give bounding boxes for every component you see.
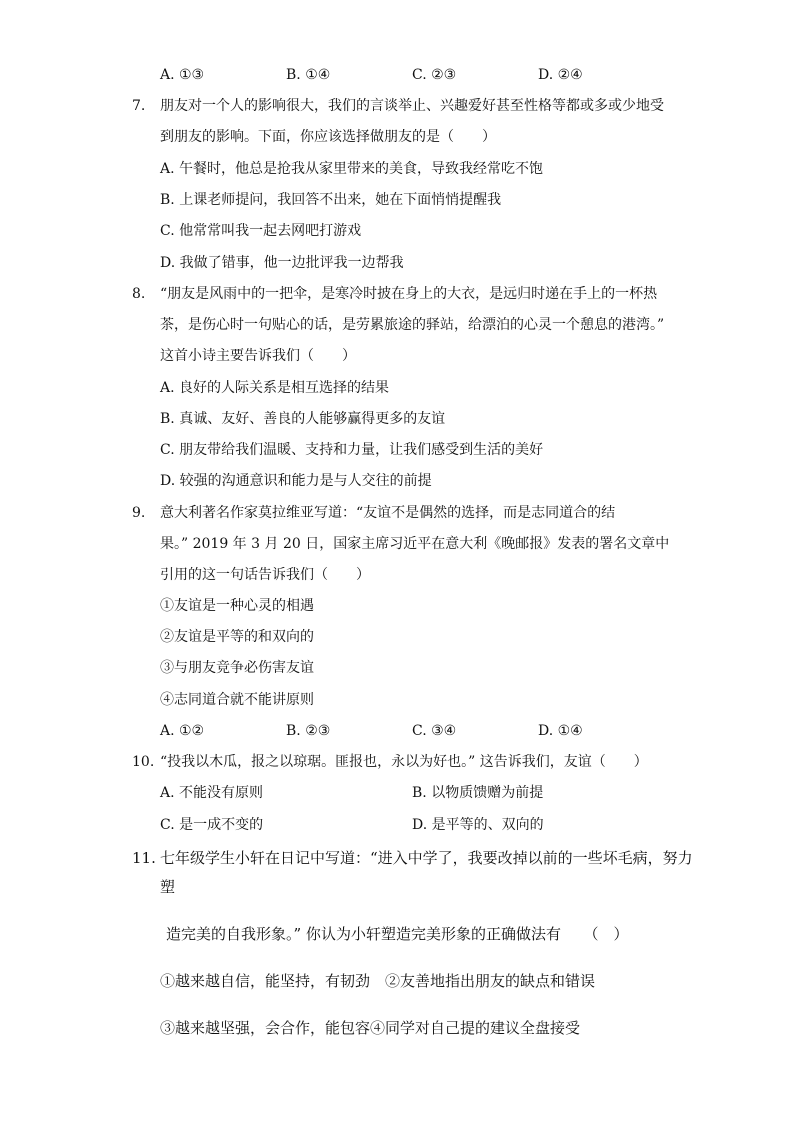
option-c: C. 是一成不变的 xyxy=(160,817,264,833)
option-d: D. ①④ xyxy=(538,723,583,739)
question-number: 11. xyxy=(132,849,156,867)
option-a: A. 不能没有原则 xyxy=(160,785,264,801)
question-stem-line: 朋友对一个人的影响很大，我们的言谈举止、兴趣爱好甚至性格等都或多或少地受 xyxy=(160,98,664,114)
statement-item: ③越来越坚强，会合作，能包容④同学对自己提的建议全盘接受 xyxy=(160,1019,581,1037)
question-number: 9. xyxy=(132,505,146,521)
option-a: A. 良好的人际关系是相互选择的结果 xyxy=(160,380,390,396)
question-stem-line: 塑 xyxy=(160,878,176,896)
question-number: 8. xyxy=(132,286,146,302)
option-a: A. 午餐时，他总是抢我从家里带来的美食，导致我经常吃不饱 xyxy=(160,161,544,177)
statement-item: ④志同道合就不能讲原则 xyxy=(160,692,314,708)
option-b: B. ②③ xyxy=(286,723,331,739)
option-a: A. ①② xyxy=(160,723,205,739)
option-c: C. 他常常叫我一起去网吧打游戏 xyxy=(160,223,362,239)
statement-item: ③与朋友竞争必伤害友谊 xyxy=(160,660,314,676)
question-stem-line: 意大利著名作家莫拉维亚写道：“友谊不是偶然的选择，而是志同道合的结 xyxy=(160,505,616,521)
option-b: B. 以物质馈赠为前提 xyxy=(412,785,544,801)
option-b: B. 真诚、友好、善良的人能够赢得更多的友谊 xyxy=(160,411,446,427)
question-number: 7. xyxy=(132,98,146,114)
statement-item: ②友谊是平等的和双向的 xyxy=(160,629,314,645)
option-b: B. ①④ xyxy=(286,67,331,83)
statement-item: ①友谊是一种心灵的相遇 xyxy=(160,598,314,614)
option-c: C. 朋友带给我们温暖、支持和力量，让我们感受到生活的美好 xyxy=(160,442,544,458)
option-c: C. ③④ xyxy=(412,723,457,739)
option-a: A. ①③ xyxy=(160,67,205,83)
option-d: D. 是平等的、双向的 xyxy=(412,817,544,833)
option-d: D. ②④ xyxy=(538,67,583,83)
question-stem-line: 这首小诗主要告诉我们（ ） xyxy=(160,348,356,364)
statement-item: ①越来越自信，能坚持，有韧劲 ②友善地指出朋友的缺点和错误 xyxy=(160,972,596,990)
option-b: B. 上课老师提问，我回答不出来，她在下面悄悄提醒我 xyxy=(160,192,502,208)
option-d: D. 较强的沟通意识和能力是与人交往的前提 xyxy=(160,473,432,489)
option-c: C. ②③ xyxy=(412,67,457,83)
question-stem-line: “朋友是风雨中的一把伞，是寒冷时披在身上的大衣，是远归时递在手上的一杯热 xyxy=(160,286,658,302)
question-stem-line: 果。” 2019 年 3 月 20 日，国家主席习近平在意大利《晚邮报》发表的署名文章中 xyxy=(160,536,670,552)
question-stem-line: 到朋友的影响。下面，你应该选择做朋友的是（ ） xyxy=(160,129,496,145)
option-d: D. 我做了错事，他一边批评我一边帮我 xyxy=(160,255,404,271)
question-stem-line: 七年级学生小轩在日记中写道：“进入中学了，我要改掉以前的一些坏毛病，努力 xyxy=(160,849,693,867)
question-stem-line: 造完美的自我形象。” 你认为小轩塑造完美形象的正确做法有 （ ） xyxy=(166,925,629,943)
question-stem-line: 茶，是伤心时一句贴心的话，是劳累旅途的驿站，给漂泊的心灵一个憩息的港湾。” xyxy=(160,317,665,333)
question-stem-line: 引用的这一句话告诉我们（ ） xyxy=(160,567,370,583)
question-number: 10. xyxy=(132,754,155,770)
question-stem-line: “投我以木瓜，报之以琼琚。匪报也，永以为好也。” 这告诉我们，友谊（ ） xyxy=(160,754,648,770)
